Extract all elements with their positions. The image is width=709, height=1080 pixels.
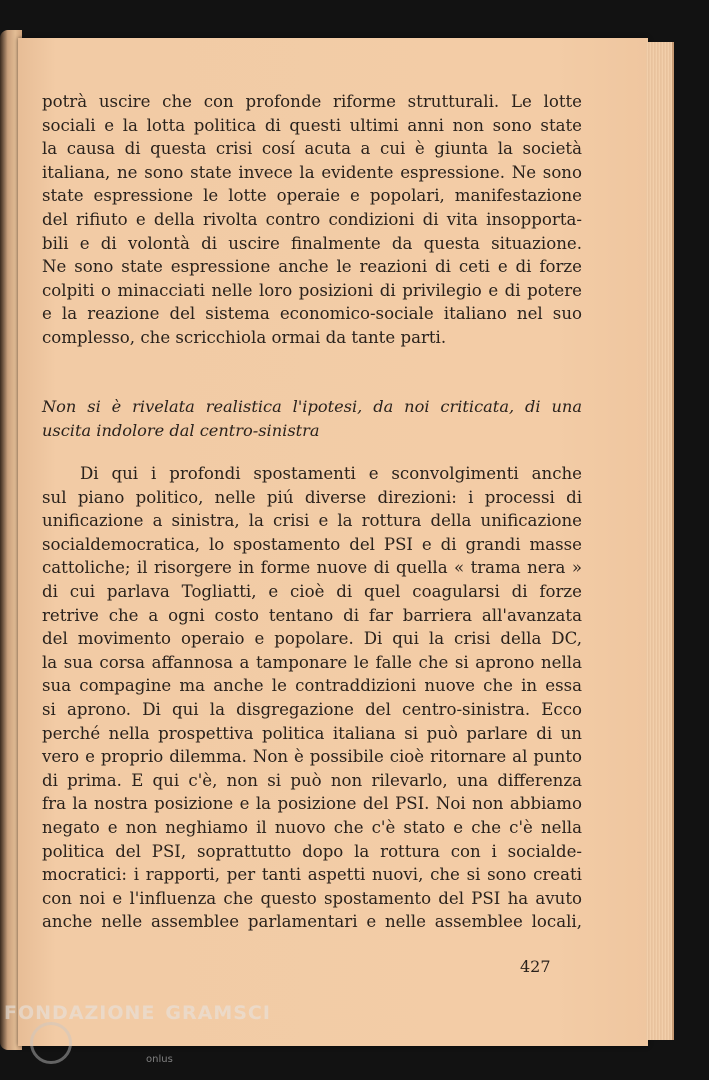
text-line: anche nelle assemblee parlamentari e nelle assemblee locali, [42, 912, 582, 932]
page-number: 427 [520, 957, 551, 976]
text-line: retrive che a ogni costo tentano di far barriera all'avanzata [42, 605, 582, 625]
watermark-sub: onlus [146, 1054, 173, 1065]
watermark-logo-icon [30, 1022, 72, 1064]
text-line: italiana, ne sono state invece la evidente espressione. Ne sono [42, 162, 582, 182]
text-line: sociali e la lotta politica di questi ultimi anni non sono state [42, 115, 582, 135]
text-line: del movimento operaio e popolare. Di qui la crisi della DC, [42, 629, 582, 649]
text-line: complesso, che scricchiola ormai da tante parti. [42, 327, 447, 347]
text-line: la sua corsa affannosa a tamponare le falle che si aprono nella [42, 652, 582, 672]
text-line: Ne sono state espressione anche le reazioni di ceti e di forze [42, 257, 582, 277]
watermark [4, 1002, 271, 1024]
watermark-word: FONDAZIONE [4, 1002, 156, 1024]
text-line: politica del PSI, soprattutto dopo la rottura con i socialde- [42, 841, 582, 861]
text-line: si aprono. Di qui la disgregazione del centro-sinistra. Ecco [42, 699, 582, 719]
watermark-word: GRAMSCI [165, 1002, 271, 1024]
text-line: bili e di volontà di uscire finalmente da questa situazione. [42, 233, 582, 253]
text-line: perché nella prospettiva politica italiana si può parlare di un [42, 723, 582, 743]
text-line: colpiti o minacciati nelle loro posizioni di privilegio e di potere [42, 280, 582, 300]
text-line: con noi e l'influenza che questo spostamento del PSI ha avuto [42, 888, 582, 908]
text-line: la causa di questa crisi cosí acuta a cui è giunta la società [42, 139, 582, 159]
paragraph-1 [42, 90, 582, 350]
text-line: sul piano politico, nelle piú diverse direzioni: i processi di [42, 487, 582, 507]
text-line: di prima. E qui c'è, non si può non rilevarlo, una differenza [42, 770, 582, 790]
text-line: di cui parlava Togliatti, e cioè di quel coagularsi di forze [42, 581, 582, 601]
text-line: vero e proprio dilemma. Non è possibile cioè ritornare al punto [42, 747, 582, 767]
text-line: potrà uscire che con profonde riforme strutturali. Le lotte [42, 92, 582, 111]
section-heading [42, 395, 582, 442]
text-line: mocratici: i rapporti, per tanti aspetti nuovi, che si sono creati [42, 865, 582, 885]
text-line: socialdemocratica, lo spostamento del PSI e di grandi masse [42, 534, 582, 554]
text-line: cattoliche; il risorgere in forme nuove di quella « trama nera » [42, 558, 582, 578]
page-edge [646, 42, 674, 1040]
text-line: sua compagine ma anche le contraddizioni nuove che in essa [42, 676, 582, 696]
heading-line: uscita indolore dal centro-sinistra [42, 420, 320, 440]
text-line: unificazione a sinistra, la crisi e la rottura della unificazione [42, 511, 582, 531]
heading-line: Non si è rivelata realistica l'ipotesi, da noi criticata, di una [42, 397, 582, 416]
text-line: Di qui i profondi spostamenti e sconvolgimenti anche [80, 464, 582, 483]
text-line: negato e non neghiamo il nuovo che c'è stato e che c'è nella [42, 817, 582, 837]
paragraph-2 [42, 462, 582, 934]
text-line: e la reazione del sistema economico-sociale italiano nel suo [42, 304, 582, 324]
text-line: fra la nostra posizione e la posizione del PSI. Noi non abbiamo [42, 794, 582, 814]
text-line: del rifiuto e della rivolta contro condizioni di vita insopporta- [42, 209, 582, 229]
text-line: state espressione le lotte operaie e popolari, manifestazione [42, 186, 582, 206]
